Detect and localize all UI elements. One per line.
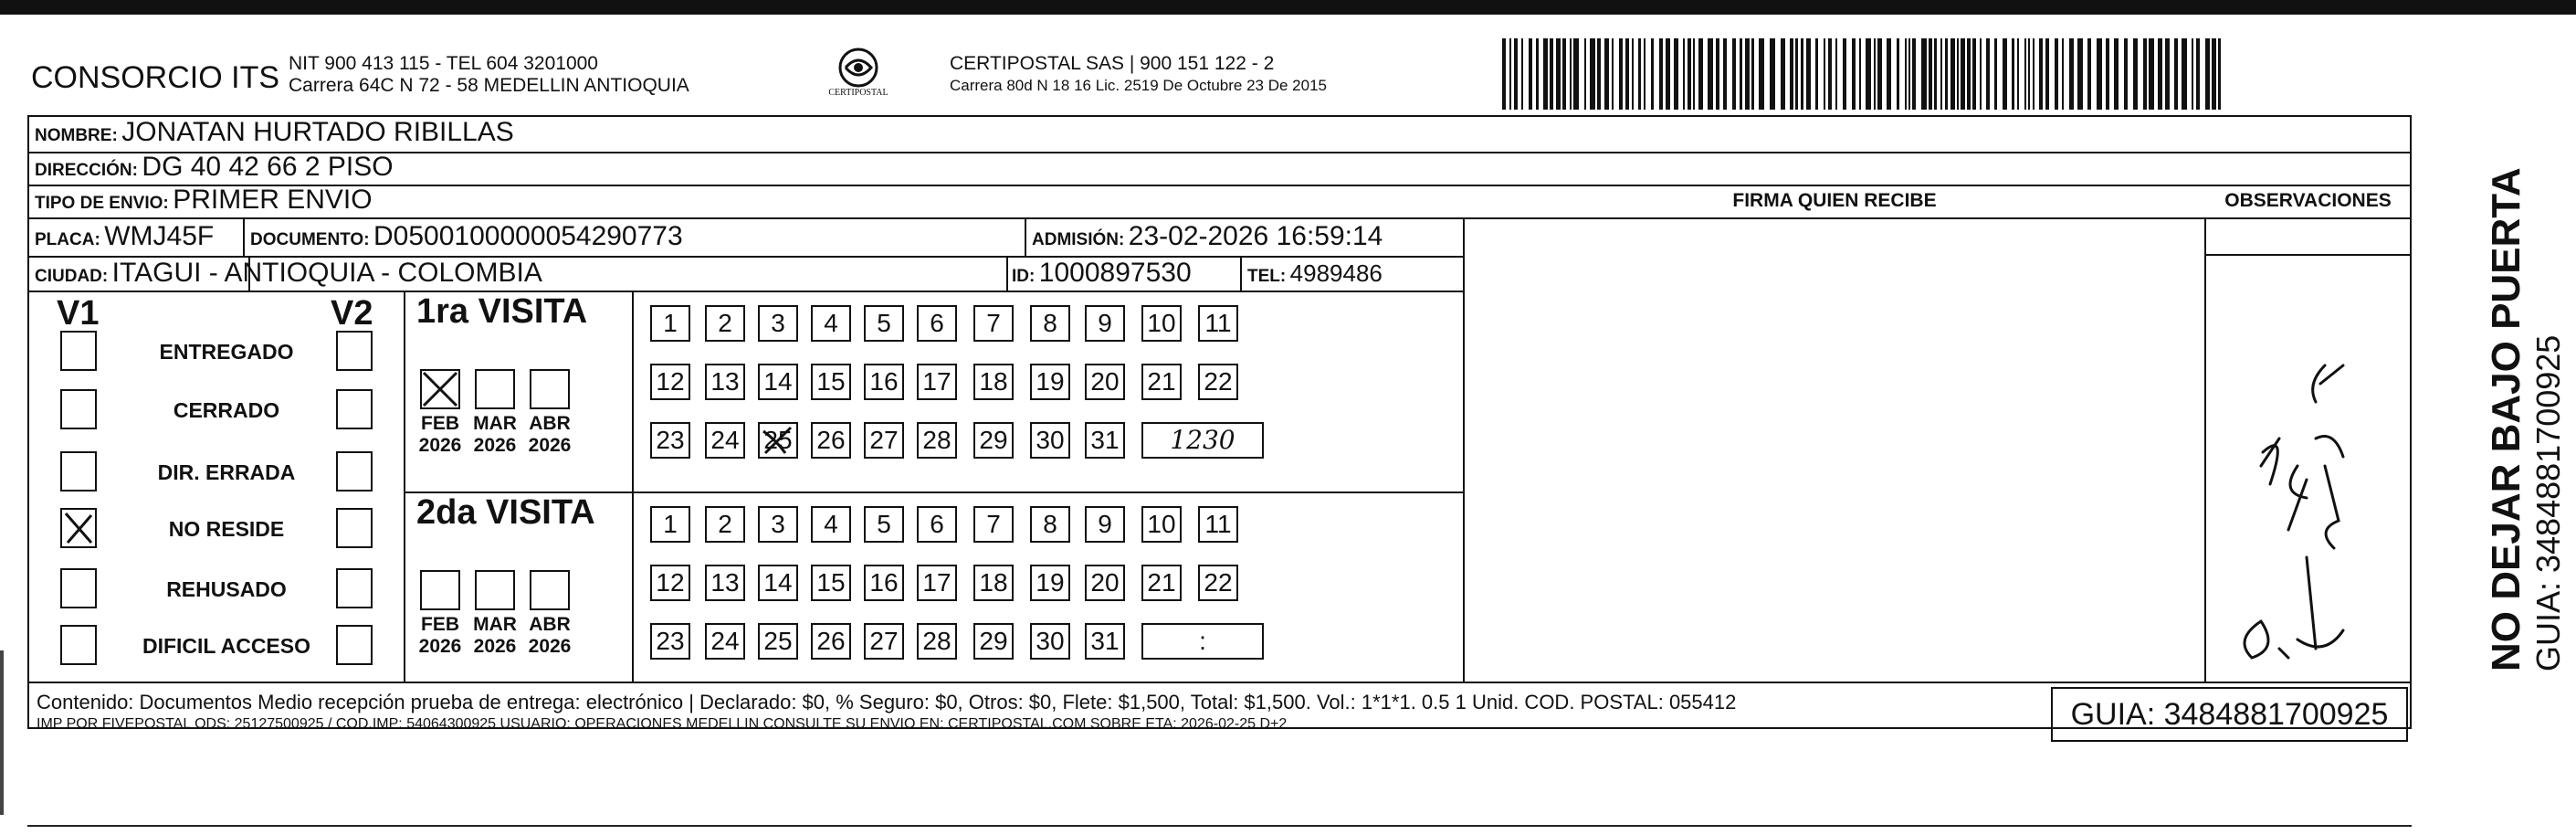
divider xyxy=(1463,217,1465,682)
month-year: 2026 xyxy=(528,435,572,456)
status-label: NO RESIDE xyxy=(168,517,285,541)
v1-checkbox[interactable] xyxy=(60,625,97,665)
day-box[interactable]: 28 xyxy=(917,623,957,660)
day-box[interactable]: 14 xyxy=(758,364,798,400)
day-box[interactable]: 21 xyxy=(1141,565,1182,601)
divider xyxy=(1025,217,1026,256)
day-box[interactable]: 3 xyxy=(758,506,798,543)
day-box[interactable]: 21 xyxy=(1141,364,1182,400)
day-box[interactable]: 25 xyxy=(758,623,798,660)
day-box[interactable]: 8 xyxy=(1030,305,1070,342)
barcode xyxy=(1502,38,2228,110)
day-box[interactable]: 17 xyxy=(917,364,957,400)
tipo-row xyxy=(35,185,373,216)
day-box[interactable]: 29 xyxy=(973,623,1014,660)
top-bar xyxy=(0,0,2576,15)
day-box[interactable]: 19 xyxy=(1030,565,1070,601)
month-checkbox[interactable] xyxy=(475,570,515,610)
month-checkbox[interactable] xyxy=(530,570,570,610)
v1-checkbox[interactable] xyxy=(60,568,97,608)
day-box[interactable]: 8 xyxy=(1030,506,1070,543)
day-box[interactable]: 24 xyxy=(705,422,745,459)
side-guia: GUIA: 3484881700925 xyxy=(2529,334,2567,671)
month-label xyxy=(413,614,468,658)
certi-line: CERTIPOSTAL SAS | 900 151 122 - 2 xyxy=(950,53,1275,74)
side-vertical-text xyxy=(2484,167,2568,671)
day-box[interactable]: 30 xyxy=(1030,623,1070,660)
day-box[interactable]: 22 xyxy=(1198,565,1238,601)
id-value: 1000897530 xyxy=(1038,258,1192,288)
day-box[interactable]: 23 xyxy=(650,422,690,459)
documento-row xyxy=(250,221,683,252)
status-label: REHUSADO xyxy=(166,577,287,601)
month-year: 2026 xyxy=(418,435,462,456)
day-box[interactable]: 31 xyxy=(1085,422,1125,459)
observaciones-header: OBSERVACIONES xyxy=(2224,190,2392,211)
divider xyxy=(29,185,2410,186)
nombre-value: JONATAN HURTADO RIBILLAS xyxy=(121,117,514,147)
day-box[interactable]: 9 xyxy=(1085,506,1125,543)
admision-value: 23-02-2026 16:59:14 xyxy=(1128,221,1383,251)
divider xyxy=(29,682,2410,683)
tel-label: TEL: xyxy=(1247,267,1287,286)
day-mark-icon xyxy=(758,422,798,459)
month-year: 2026 xyxy=(473,435,517,456)
divider xyxy=(632,291,634,682)
divider xyxy=(1006,256,1008,291)
day-box[interactable]: 1 xyxy=(650,506,690,543)
nit-line: NIT 900 413 115 - TEL 604 3201000 xyxy=(289,53,598,74)
firma-header: FIRMA QUIEN RECIBE xyxy=(1732,190,1937,211)
month-label xyxy=(468,413,522,457)
day-box[interactable]: 13 xyxy=(705,565,745,601)
day-box[interactable]: 24 xyxy=(705,623,745,660)
handwritten-observation xyxy=(2206,256,2410,682)
delivery-form xyxy=(27,115,2412,732)
ciudad-row xyxy=(35,258,542,289)
divider xyxy=(29,291,1463,292)
month-name: MAR xyxy=(473,614,517,635)
month-name: ABR xyxy=(529,413,571,434)
v2-checkbox[interactable] xyxy=(336,508,373,548)
day-box[interactable]: 10 xyxy=(1141,305,1182,342)
direccion-label: DIRECCIÓN: xyxy=(35,161,138,180)
month-checkbox[interactable] xyxy=(420,570,460,610)
month-year: 2026 xyxy=(473,636,517,657)
day-box[interactable]: 14 xyxy=(758,565,798,601)
day-box[interactable]: 27 xyxy=(864,422,904,459)
day-box[interactable]: 20 xyxy=(1085,364,1125,400)
month-label xyxy=(413,413,468,457)
month-label xyxy=(522,614,577,658)
contenido-text: Contenido: Documentos Medio recepción prueba de entrega: electrónico | Declarado: $0, % Seguro: $0, Otros: $0, Flete: $1,500, Total: $1,500. Vol.: 1*1*1. 0.5 1 Unid. COD. POSTAL: 055412 xyxy=(37,691,1737,713)
guia-number: GUIA: 3484881700925 xyxy=(2051,687,2408,742)
status-label: DIFICIL ACCESO xyxy=(142,634,310,658)
day-box[interactable]: 5 xyxy=(864,506,904,543)
day-box[interactable]: 15 xyxy=(811,565,851,601)
day-box[interactable]: 25 xyxy=(758,422,798,459)
placa-label: PLACA: xyxy=(35,230,100,249)
month-year: 2026 xyxy=(528,636,572,657)
day-box[interactable]: 16 xyxy=(864,364,904,400)
documento-value: D0500100000054290773 xyxy=(373,221,683,251)
v2-checkbox[interactable] xyxy=(336,331,373,371)
v2-checkbox[interactable] xyxy=(336,568,373,608)
v2-checkbox[interactable] xyxy=(336,389,373,429)
month-year: 2026 xyxy=(418,636,462,657)
bottom-rule xyxy=(27,825,2412,827)
id-label: ID: xyxy=(1012,267,1036,286)
scan-edge-mark xyxy=(0,650,4,815)
ciudad-label: CIUDAD: xyxy=(35,267,109,286)
nombre-row xyxy=(35,117,514,148)
status-label: DIR. ERRADA xyxy=(157,460,296,484)
direccion-row xyxy=(35,152,394,183)
tel-row xyxy=(1247,259,1383,288)
admision-row xyxy=(1032,221,1383,252)
day-box[interactable]: 13 xyxy=(705,364,745,400)
day-box[interactable]: 17 xyxy=(917,565,957,601)
logo-text: CERTIPOSTAL xyxy=(828,88,888,98)
day-box[interactable]: 31 xyxy=(1085,623,1125,660)
visit-title: 1ra VISITA xyxy=(416,292,588,331)
day-box[interactable]: 18 xyxy=(973,565,1014,601)
day-box[interactable]: 15 xyxy=(811,364,851,400)
v2-checkbox[interactable] xyxy=(336,625,373,665)
certi-address: Carrera 80d N 18 16 Lic. 2519 De Octubre 23 De 2015 xyxy=(950,77,1327,94)
day-box[interactable]: 1 xyxy=(650,305,690,342)
visit-title: 2da VISITA xyxy=(416,493,595,532)
month-label xyxy=(522,413,577,457)
divider xyxy=(29,217,2410,219)
day-box[interactable]: 2 xyxy=(705,506,745,543)
day-box[interactable]: 6 xyxy=(917,506,957,543)
direccion-value: DG 40 42 66 2 PISO xyxy=(142,152,394,182)
v1-checkbox[interactable] xyxy=(60,389,97,429)
v1-header: V1 xyxy=(57,294,100,333)
month-name: FEB xyxy=(421,413,459,434)
tipo-value: PRIMER ENVIO xyxy=(173,185,373,215)
documento-label: DOCUMENTO: xyxy=(250,230,370,249)
day-box[interactable]: 16 xyxy=(864,565,904,601)
placa-row xyxy=(35,221,214,252)
day-box[interactable]: 23 xyxy=(650,623,690,660)
divider xyxy=(243,217,245,256)
status-label: CERRADO xyxy=(173,398,280,422)
day-box[interactable]: 30 xyxy=(1030,422,1070,459)
tel-value: 4989486 xyxy=(1289,259,1383,287)
admision-label: ADMISIÓN: xyxy=(1032,230,1125,249)
nombre-label: NOMBRE: xyxy=(35,126,118,145)
day-box[interactable]: 28 xyxy=(917,422,957,459)
day-box[interactable]: 10 xyxy=(1141,506,1182,543)
day-box[interactable]: 29 xyxy=(973,422,1014,459)
day-box[interactable]: 27 xyxy=(864,623,904,660)
v1-checkbox[interactable] xyxy=(60,508,97,548)
day-box[interactable]: 4 xyxy=(811,305,851,342)
day-box[interactable]: 12 xyxy=(650,364,690,400)
tipo-label: TIPO DE ENVIO: xyxy=(35,194,169,213)
day-box[interactable]: 9 xyxy=(1085,305,1125,342)
day-box[interactable]: 11 xyxy=(1198,506,1238,543)
ciudad-value: ITAGUI - ANTIOQUIA - COLOMBIA xyxy=(111,258,542,288)
day-box[interactable]: 18 xyxy=(973,364,1014,400)
divider xyxy=(1240,256,1242,291)
time-box[interactable]: : xyxy=(1141,623,1264,660)
day-box[interactable]: 7 xyxy=(973,305,1014,342)
certipostal-info xyxy=(950,53,1327,97)
month-name: FEB xyxy=(421,614,459,635)
v2-header: V2 xyxy=(331,294,373,333)
day-box[interactable]: 12 xyxy=(650,565,690,601)
impresion-text: IMP POR FIVEPOSTAL ODS: 25127500925 / COD.IMP: 54064300925 USUARIO: OPERACIONES MEDELLIN CONSULTE SU ENVIO EN: CERTIPOSTAL.COM SOBRE ETA: 2026-02-25 D+2 xyxy=(37,716,1288,732)
company-name: CONSORCIO ITS xyxy=(31,60,280,95)
day-box[interactable]: 5 xyxy=(864,305,904,342)
day-box[interactable]: 7 xyxy=(973,506,1014,543)
address-line: Carrera 64C N 72 - 58 MEDELLIN ANTIOQUIA xyxy=(289,75,689,96)
time-box[interactable]: 1230 xyxy=(1141,422,1264,459)
month-checkbox[interactable] xyxy=(475,369,515,409)
month-checkbox[interactable] xyxy=(530,369,570,409)
day-box[interactable]: 2 xyxy=(705,305,745,342)
month-label xyxy=(468,614,522,658)
day-box[interactable]: 4 xyxy=(811,506,851,543)
company-info xyxy=(289,53,689,97)
v1-checkbox[interactable] xyxy=(60,331,97,371)
placa-value: WMJ45F xyxy=(104,221,215,251)
no-dejar-bajo-puerta: NO DEJAR BAJO PUERTA xyxy=(2484,167,2529,671)
day-box[interactable]: 22 xyxy=(1198,364,1238,400)
day-box[interactable]: 6 xyxy=(917,305,957,342)
month-checkbox[interactable] xyxy=(420,369,460,409)
v1-checkbox[interactable] xyxy=(60,451,97,491)
day-box[interactable]: 11 xyxy=(1198,305,1238,342)
day-box[interactable]: 3 xyxy=(758,305,798,342)
month-name: ABR xyxy=(529,614,571,635)
divider xyxy=(404,291,405,682)
status-label: ENTREGADO xyxy=(159,340,294,364)
day-box[interactable]: 19 xyxy=(1030,364,1070,400)
day-box[interactable]: 20 xyxy=(1085,565,1125,601)
v2-checkbox[interactable] xyxy=(336,451,373,491)
day-box[interactable]: 26 xyxy=(811,422,851,459)
day-box[interactable]: 26 xyxy=(811,623,851,660)
id-row xyxy=(1012,258,1192,289)
month-name: MAR xyxy=(473,413,517,434)
